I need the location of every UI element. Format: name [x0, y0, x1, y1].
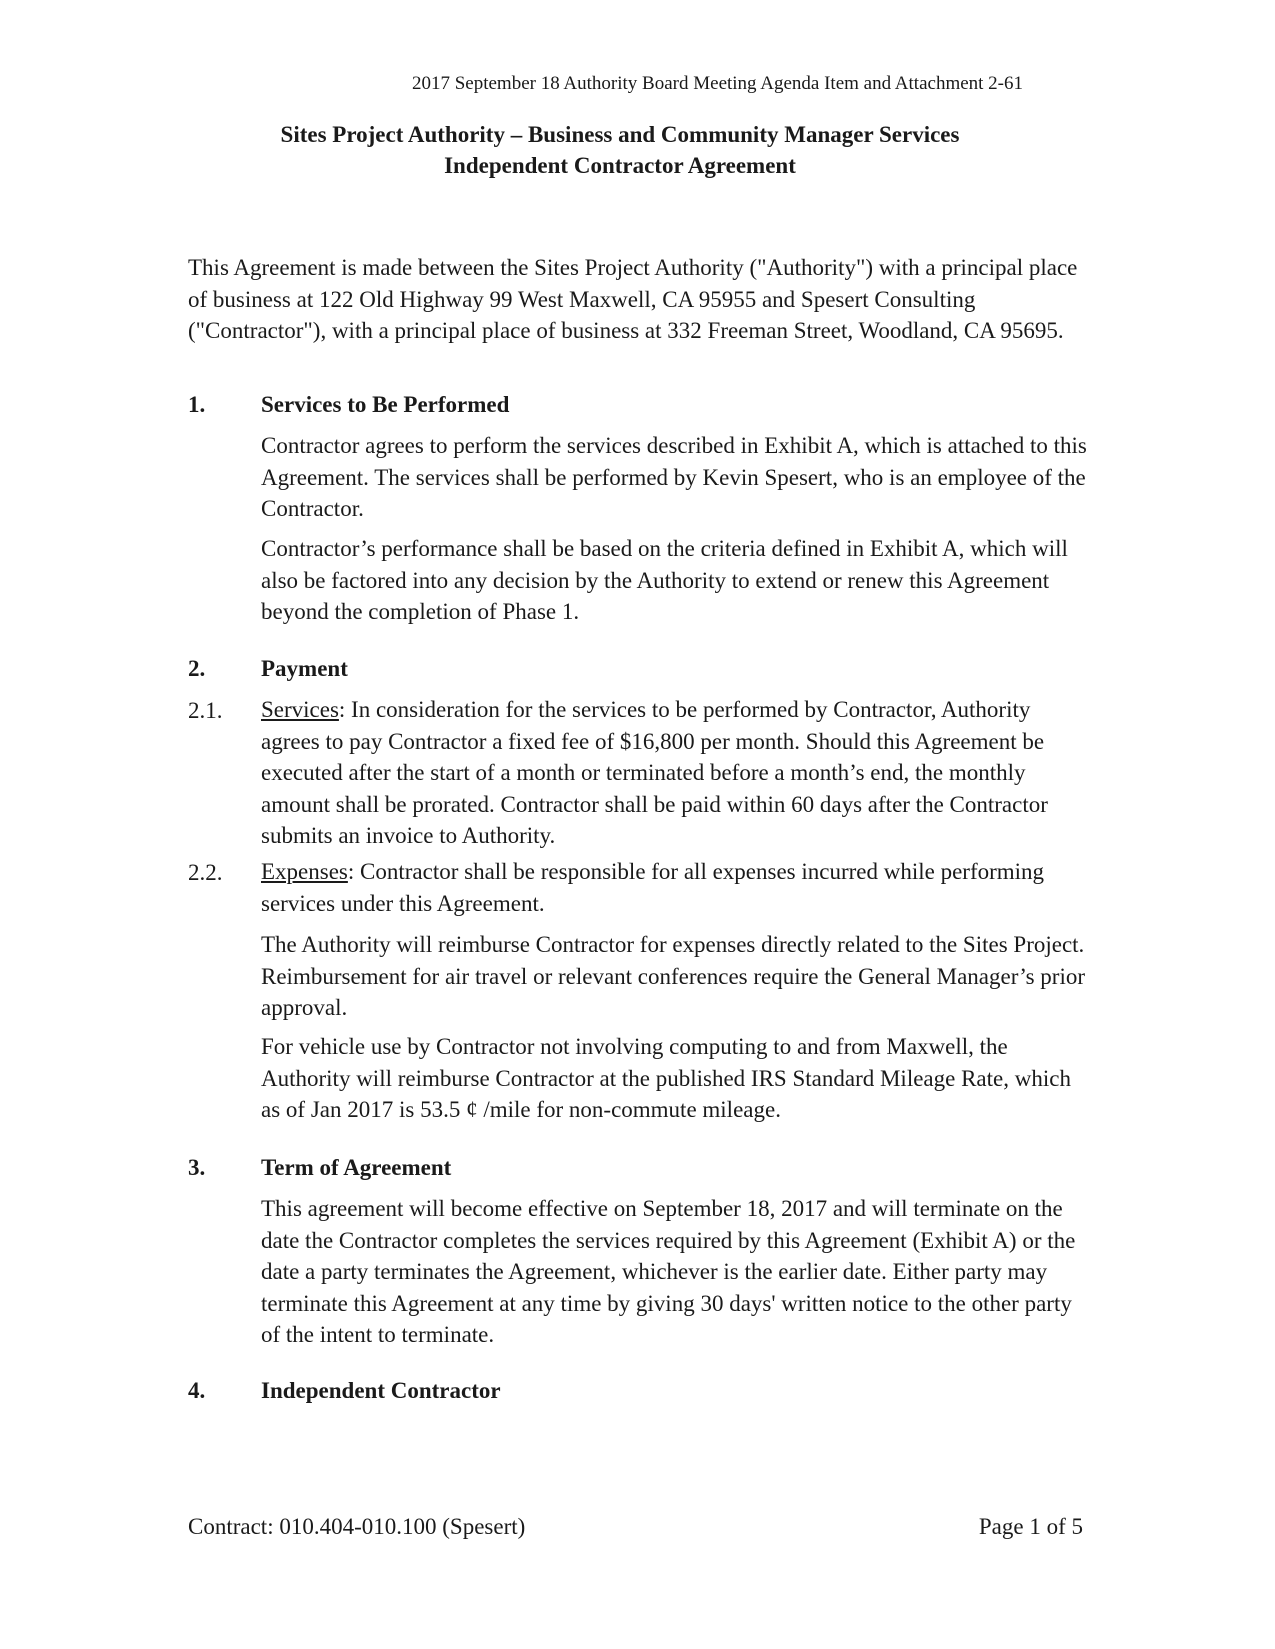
subsection-2-1-paragraph — [261, 694, 1091, 852]
subsection-2-1-label: Services — [261, 697, 339, 722]
intro-paragraph: This Agreement is made between the Sites Project Authority ("Authority") with a principal place of business at 122 Old Highway 99 West Maxwell, CA 95955 and Spesert Consulting ("Contractor"), with a principal place of business at 332 Freeman Street, Woodland, CA 95695. — [188, 255, 1078, 343]
section-3-title: Term of Agreement — [261, 1155, 452, 1180]
subsection-2-1-text: : In consideration for the services to be performed by Contractor, Authority agrees to pay Contractor a fixed fee of $16,800 per month. Should this Agreement be executed after the start of a month or terminated before a month’s end, the monthly amount shall be prorated. Contractor shall be paid within 60 days after the Contractor submits an invoice to Authority. — [261, 697, 1048, 848]
document-title-line2: Independent Contractor Agreement — [444, 153, 796, 178]
vehicle-use-paragraph: For vehicle use by Contractor not involving computing to and from Maxwell, the Authority will reimburse Contractor at the published IRS Standard Mileage Rate, which as of Jan 2017 is 53.5 ¢ /mile for non-commute mileage. — [261, 1034, 1071, 1122]
subsection-2-2-paragraph — [261, 856, 1091, 919]
subsection-2-2-label: Expenses — [261, 859, 348, 884]
subsection-2-1-number: 2.1. — [188, 698, 223, 723]
section-2-number: 2. — [188, 656, 206, 681]
section-1-number: 1. — [188, 392, 206, 417]
section-2-title: Payment — [261, 656, 348, 681]
footer-contract-number: Contract: 010.404-010.100 (Spesert) — [188, 1514, 526, 1539]
document-title-line1: Sites Project Authority – Business and Community Manager Services — [280, 122, 960, 147]
section-3-number: 3. — [188, 1155, 206, 1180]
section-1-paragraph-1: Contractor agrees to perform the services described in Exhibit A, which is attached to this Agreement. The services shall be performed by Kevin Spesert, who is an employee of the Contractor. — [261, 433, 1087, 521]
subsection-2-2-number: 2.2. — [188, 860, 223, 885]
section-4-title: Independent Contractor — [261, 1378, 501, 1403]
section-1-paragraph-2: Contractor’s performance shall be based on the criteria defined in Exhibit A, which will also be factored into any decision by the Authority to extend or renew this Agreement beyond the completion of Phase 1. — [261, 536, 1068, 624]
footer-page-number: Page 1 of 5 — [978, 1514, 1083, 1539]
section-4-number: 4. — [188, 1378, 206, 1403]
section-3-paragraph: This agreement will become effective on September 18, 2017 and will terminate on the date the Contractor completes the services required by this Agreement (Exhibit A) or the date a party terminates the Agreement, whichever is the earlier date. Either party may terminate this Agreement at any time by giving 30 days' written notice to the other party of the intent to terminate. — [261, 1196, 1076, 1347]
subsection-2-2-text: : Contractor shall be responsible for all expenses incurred while performing services under this Agreement. — [261, 859, 1045, 916]
header-note: 2017 September 18 Authority Board Meeting Agenda Item and Attachment 2-61 — [411, 73, 1024, 94]
reimbursement-paragraph: The Authority will reimburse Contractor for expenses directly related to the Sites Project. Reimbursement for air travel or relevant conferences require the General Manager’s prior approval. — [261, 932, 1086, 1020]
section-1-title: Services to Be Performed — [261, 392, 510, 417]
